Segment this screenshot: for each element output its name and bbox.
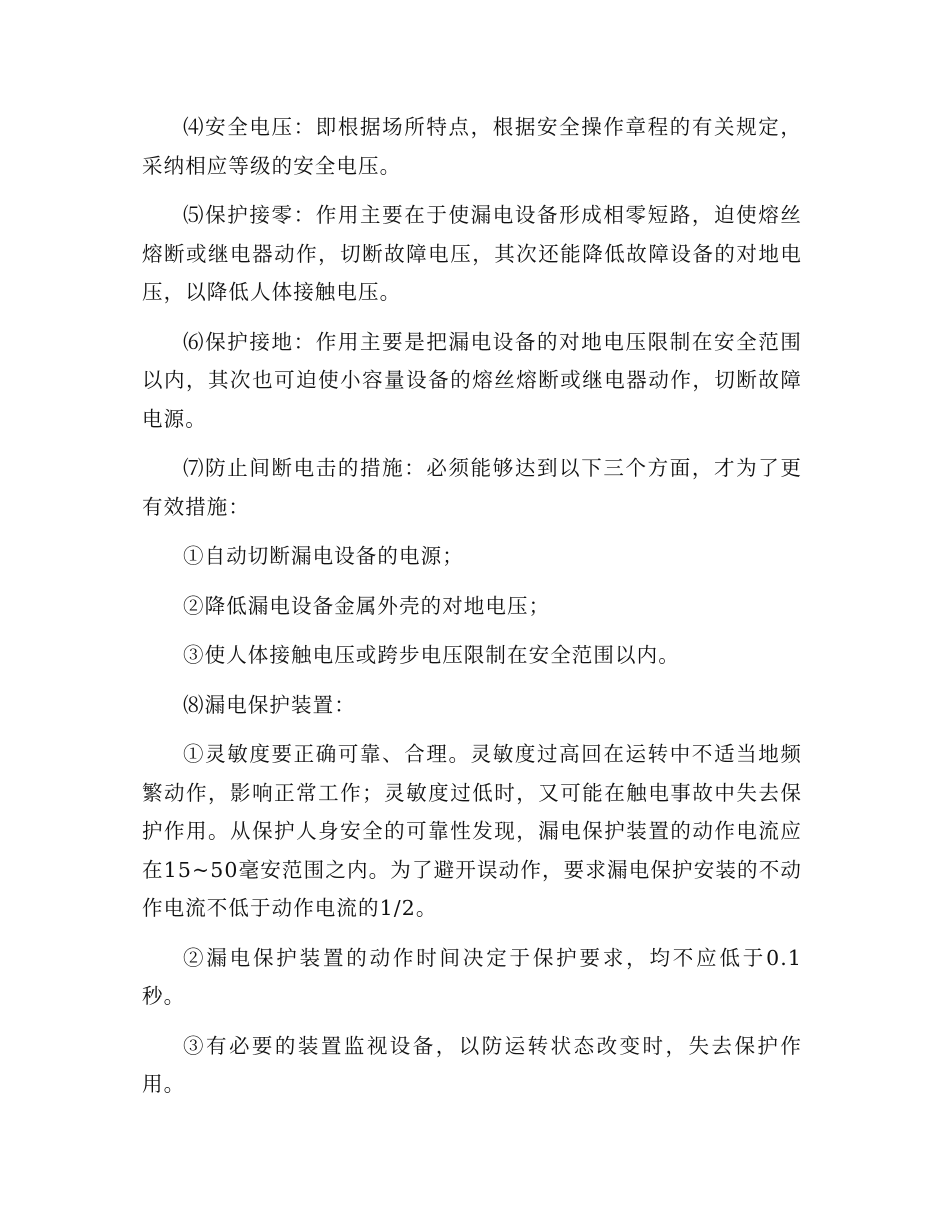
paragraph-indirect-shock-measures: ⑺防止间断电击的措施：必须能够达到以下三个方面，才为了更有效措施： [142, 456, 802, 519]
paragraph-safety-voltage: ⑷安全电压：即根据场所特点，根据安全操作章程的有关规定，采纳相应等级的安全电压。 [142, 115, 802, 178]
list-item-reduce-voltage: ②降低漏电设备金属外壳的对地电压； [183, 593, 551, 618]
paragraph-leakage-protection: ⑻漏电保护装置： [183, 692, 356, 717]
list-item-auto-cutoff: ①自动切断漏电设备的电源； [183, 544, 464, 568]
list-item-action-time: ②漏电保护装置的动作时间决定于保护要求，均不应低于0.1秒。 [142, 945, 802, 1008]
list-item-monitoring: ③有必要的装置监视设备，以防运转状态改变时，失去保护作用。 [142, 1033, 802, 1096]
paragraph-protective-earthing: ⑹保护接地：作用主要是把漏电设备的对地电压限制在安全范围以内，其次也可迫使小容量设备的熔丝熔断或继电器动作，切断故障电源。 [142, 329, 802, 431]
list-item-limit-voltage: ③使人体接触电压或跨步电压限制在安全范围以内。 [183, 643, 680, 667]
paragraph-protective-neutral: ⑸保护接零：作用主要在于使漏电设备形成相零短路，迫使熔丝熔断或继电器动作，切断故障电压，其次还能降低故障设备的对地电压，以降低人体接触电压。 [142, 203, 802, 304]
list-item-sensitivity: ①灵敏度要正确可靠、合理。灵敏度过高回在运转中不适当地频繁动作，影响正常工作；灵敏度过低时，又可能在触电事故中失去保护作用。从保护人身安全的可靠性发现，漏电保护装置的动作电流应在15~50毫安范围之内。为了避开误动作，要求漏电保护安装的不动作电流不低于动作电流的1/2。 [142, 742, 802, 920]
